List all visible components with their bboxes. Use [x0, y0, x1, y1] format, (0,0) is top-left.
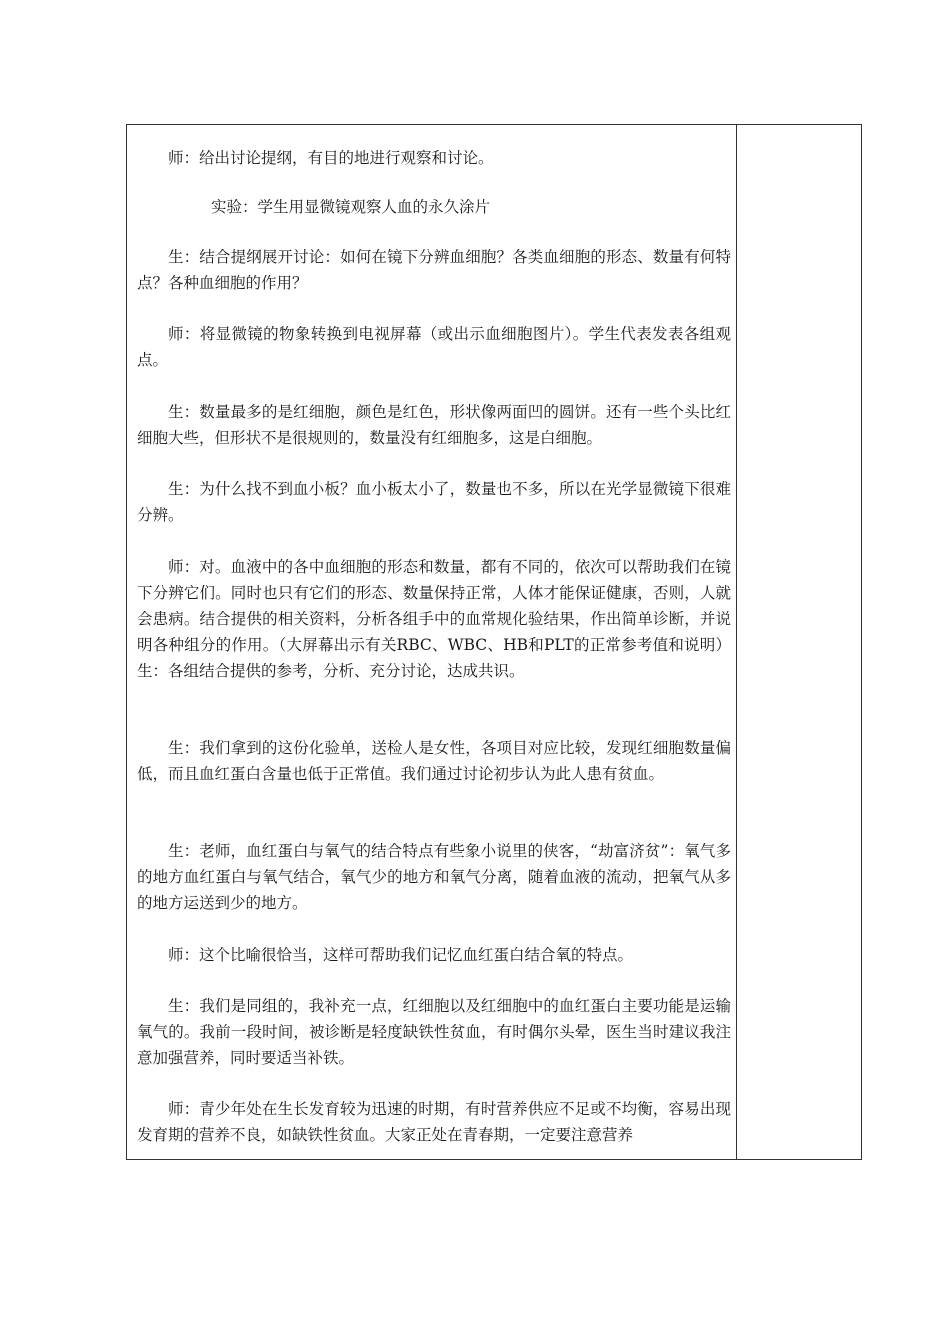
paragraph-6: 生：为什么找不到血小板？血小板太小了，数量也不多，所以在光学显微镜下很难分辨。 — [137, 480, 731, 524]
paragraph-5: 生：数量最多的是红细胞，颜色是红色，形状像两面凹的圆饼。还有一些个头比红细胞大些，但形状不是很规则的，数量没有红细胞多，这是白细胞。 — [137, 403, 731, 447]
content-cell — [127, 125, 737, 1159]
notes-cell — [737, 125, 861, 1159]
lesson-table — [126, 124, 862, 1160]
paragraph-7: 师：对。血液中的各中血细胞的形态和数量，都有不同的，依次可以帮助我们在镜下分辨它们。同时也只有它们的形态、数量保持正常，人体才能保证健康，否则，人就会患病。结合提供的相关资料，分析各组手中的血常规化验结果，作出简单诊断，并说明各种组分的作用。（大屏幕出示有关RBC、WBC、HB和PLT的正常参考值和说明）生：各组结合提供的参考，分析、充分讨论，达成共识。 — [137, 558, 731, 680]
paragraph-10: 师：这个比喻很恰当，这样可帮助我们记忆血红蛋白结合氧的特点。 — [168, 946, 634, 964]
paragraph-4: 师：将显微镜的物象转换到电视屏幕（或出示血细胞图片）。学生代表发表各组观点。 — [137, 325, 731, 369]
paragraph-11: 生：我们是同组的，我补充一点，红细胞以及红细胞中的血红蛋白主要功能是运输氧气的。我前一段时间，被诊断是轻度缺铁性贫血，有时偶尔头晕，医生当时建议我注意加强营养，同时要适当补铁。 — [137, 997, 731, 1067]
paragraph-2: 实验：学生用显微镜观察人血的永久涂片 — [211, 198, 491, 216]
paragraph-3: 生：结合提纲展开讨论：如何在镜下分辨血细胞？各类血细胞的形态、数量有何特点？各种血细胞的作用？ — [137, 248, 731, 292]
paragraph-9: 生：老师，血红蛋白与氧气的结合特点有些象小说里的侠客，“劫富济贫”：氧气多的地方血红蛋白与氧气结合，氧气少的地方和氧气分离，随着血液的流动，把氧气从多的地方运送到少的地方。 — [137, 842, 731, 912]
paragraph-1: 师：给出讨论提纲，有目的地进行观察和讨论。 — [168, 149, 494, 167]
paragraph-8: 生：我们拿到的这份化验单，送检人是女性，各项目对应比较，发现红细胞数量偏低，而且血红蛋白含量也低于正常值。我们通过讨论初步认为此人患有贫血。 — [137, 739, 731, 783]
paragraph-12: 师：青少年处在生长发育较为迅速的时期，有时营养供应不足或不均衡，容易出现发育期的营养不良，如缺铁性贫血。大家正处在青春期，一定要注意营养 — [137, 1100, 731, 1144]
